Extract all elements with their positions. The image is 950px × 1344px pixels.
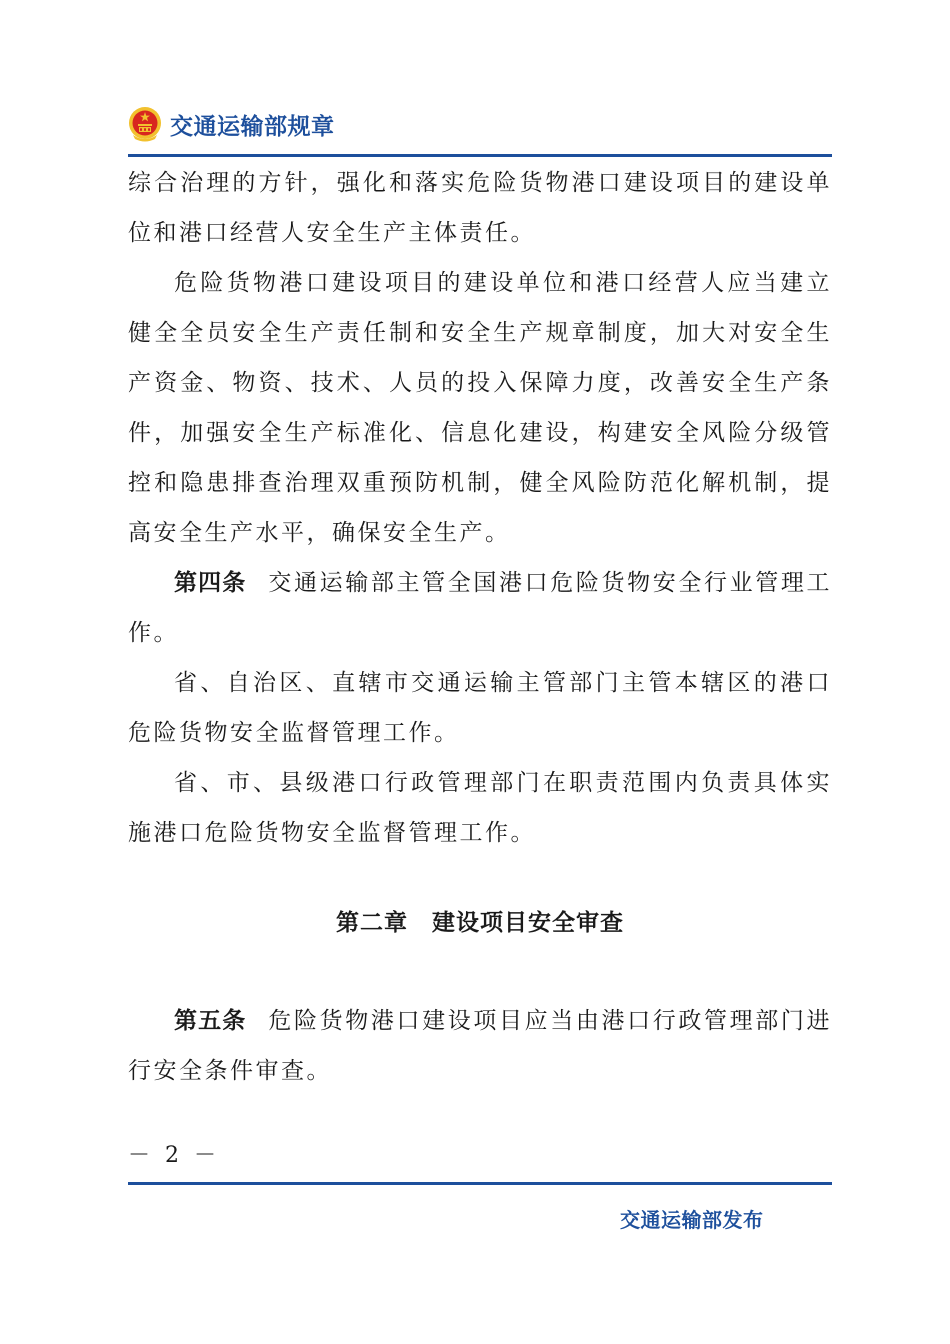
document-body [128, 158, 832, 1096]
footer-publisher: 交通运输部发布 [620, 1208, 764, 1232]
paragraph-continuation: 综合治理的方针，强化和落实危险货物港口建设项目的建设单位和港口经营人安全生产主体责任。 [128, 170, 832, 246]
footer-divider [128, 1182, 832, 1185]
header-divider [128, 154, 832, 157]
paragraph: 省、自治区、直辖市交通运输主管部门主管本辖区的港口危险货物安全监督管理工作。 [128, 670, 832, 746]
chapter-title: 建设项目安全审查 [432, 910, 624, 936]
article-4-text: 交通运输部主管全国港口危险货物安全行业管理工作。 [128, 570, 832, 646]
page-number: － 2 － [128, 1143, 220, 1168]
page-header [128, 100, 335, 148]
article-5-label: 第五条 [174, 1008, 247, 1034]
article-5-text: 危险货物港口建设项目应当由港口行政管理部门进行安全条件审查。 [128, 1008, 832, 1084]
article-4-label: 第四条 [174, 570, 247, 596]
chapter-heading [128, 898, 832, 948]
chapter-label: 第二章 [336, 910, 408, 936]
national-emblem-icon [128, 105, 162, 143]
header-title: 交通运输部规章 [170, 113, 335, 140]
article-4 [128, 558, 832, 658]
paragraph: 省、市、县级港口行政管理部门在职责范围内负责具体实施港口危险货物安全监督管理工作。 [128, 770, 832, 846]
paragraph: 危险货物港口建设项目的建设单位和港口经营人应当建立健全全员安全生产责任制和安全生产规章制度，加大对安全生产资金、物资、技术、人员的投入保障力度，改善安全生产条件，加强安全生产标准化、信息化建设，构建安全风险分级管控和隐患排查治理双重预防机制，健全风险防范化解机制，提高安全生产水平，确保安全生产。 [128, 270, 832, 546]
article-5 [128, 996, 832, 1096]
